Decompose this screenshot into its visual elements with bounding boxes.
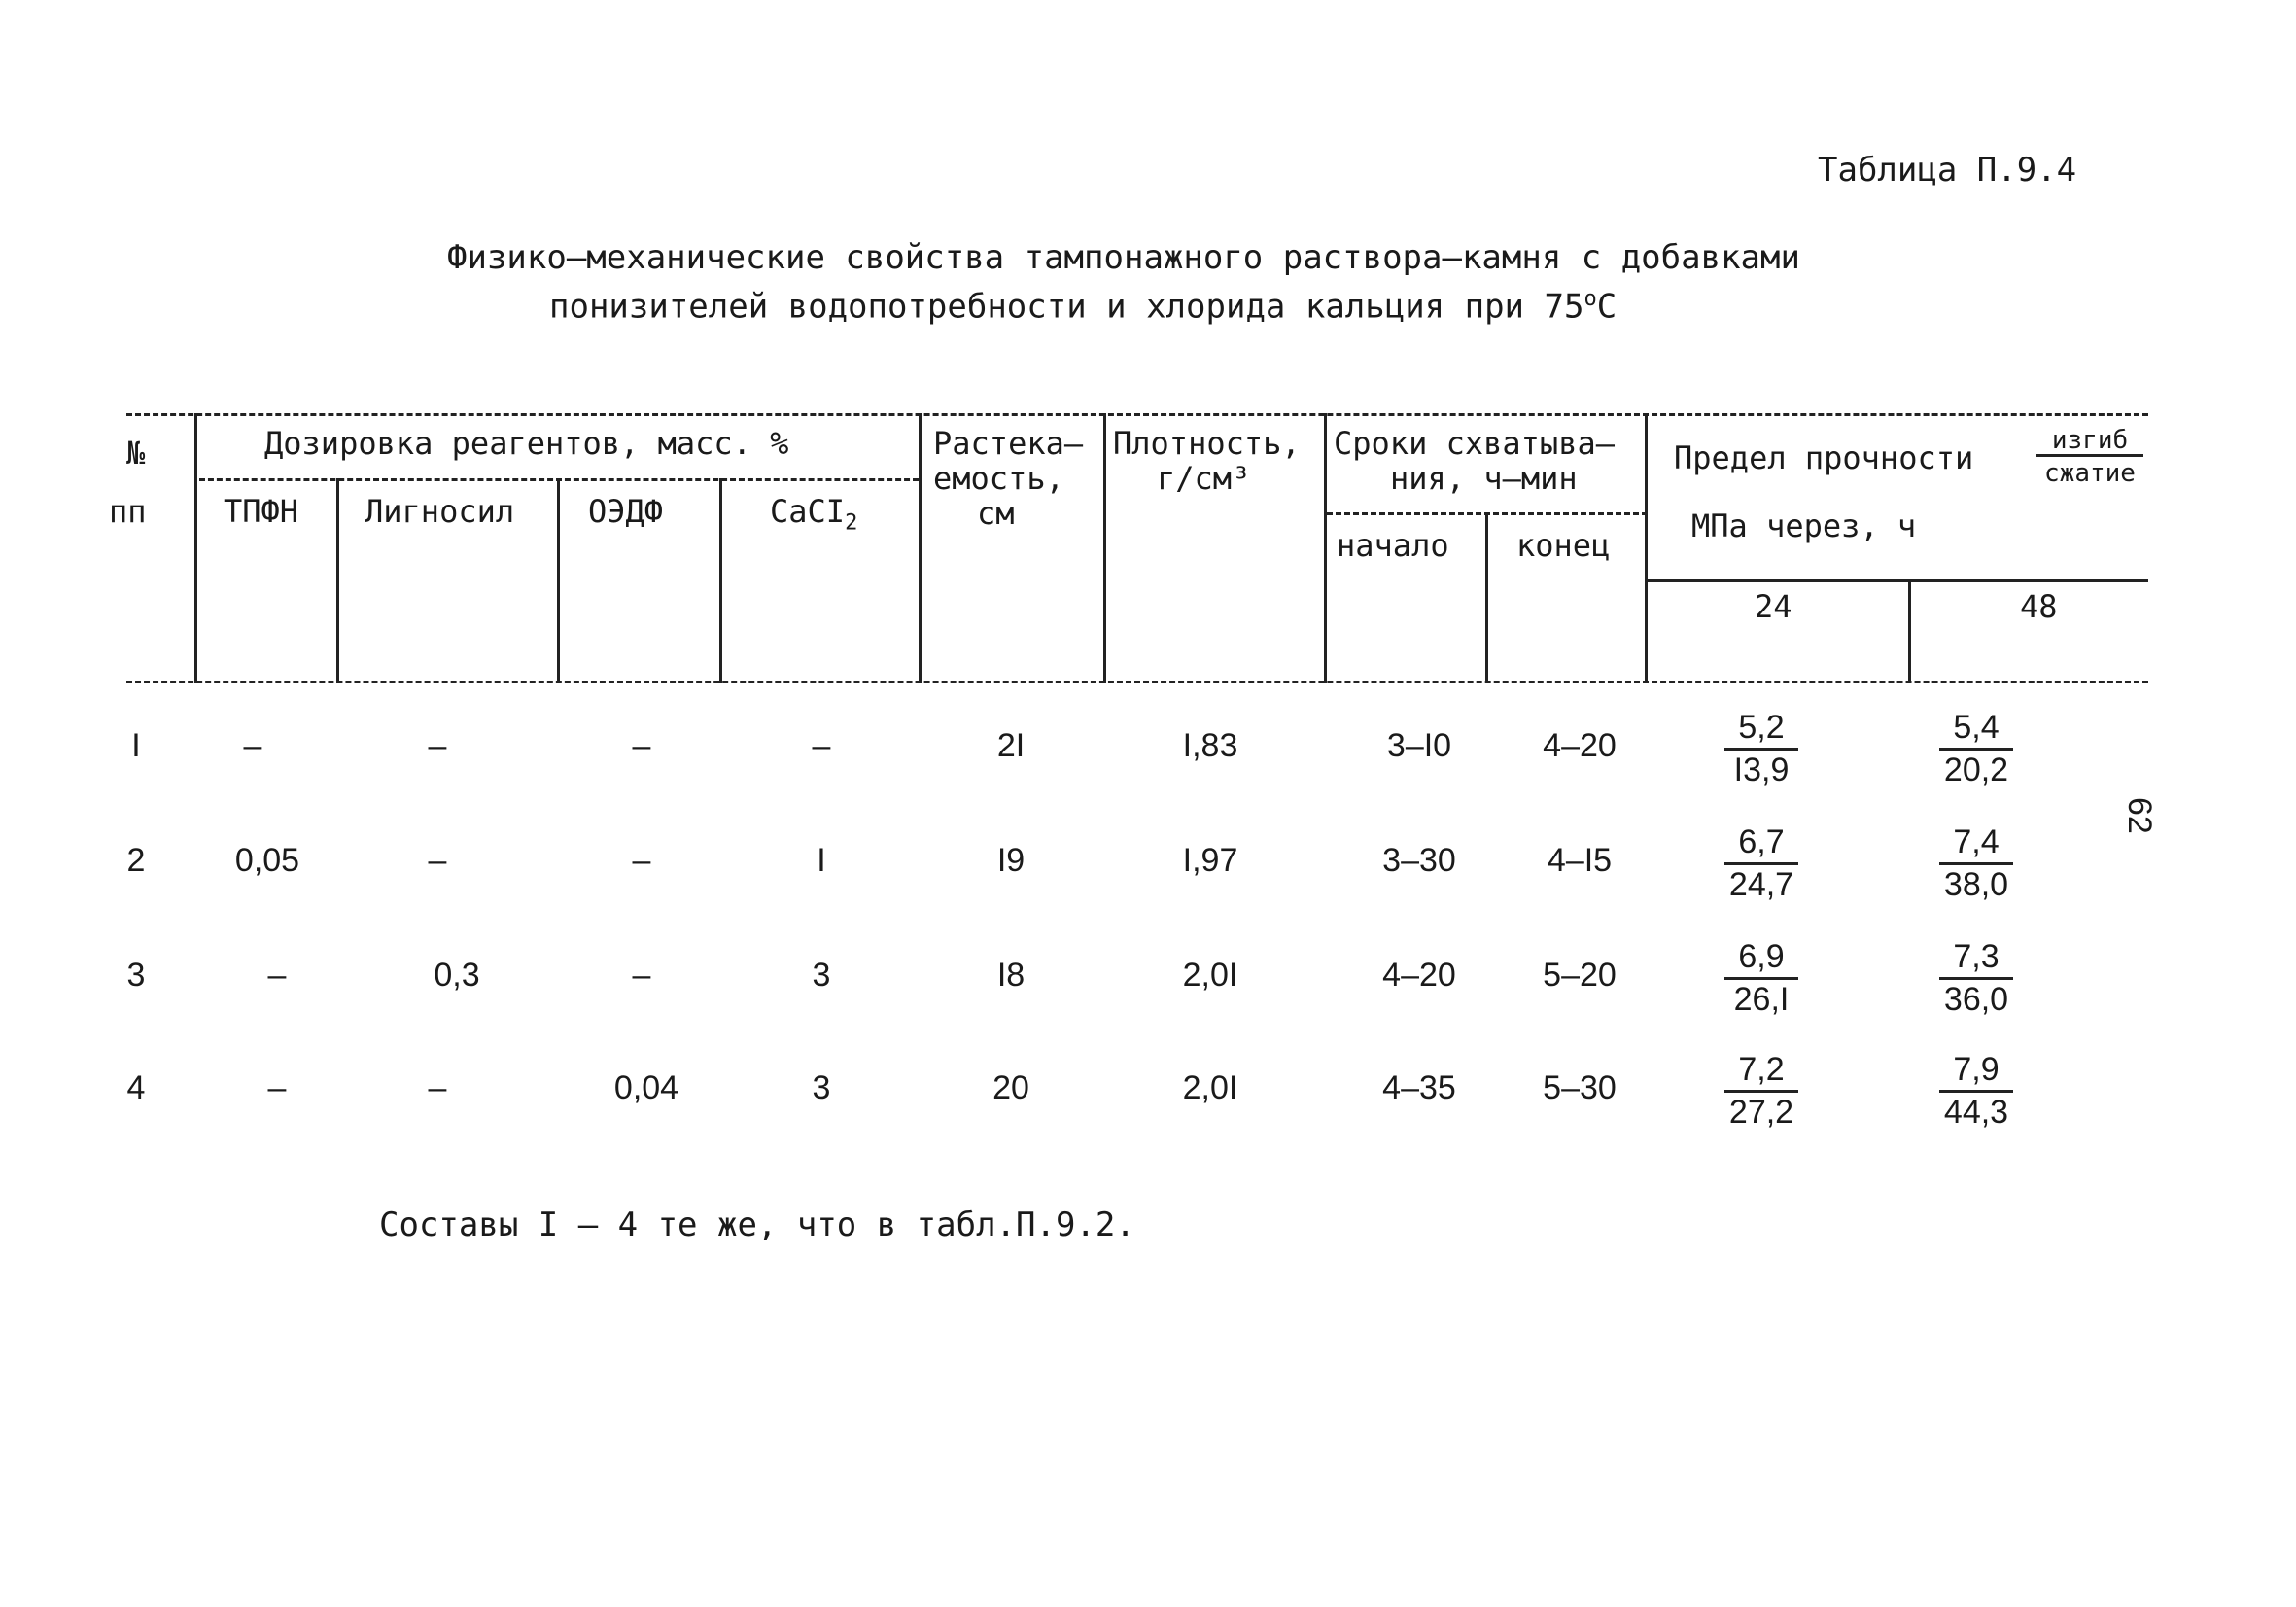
row-2-ozdf: – — [632, 842, 651, 879]
row-3-setting-end: 5–20 — [1543, 957, 1617, 994]
row-2-cacl: I — [817, 842, 826, 879]
row-1-strength-24: $\frac{5,2}{I3,9}$ — [1703, 710, 1820, 789]
header-tpfn: ТПФН — [224, 493, 299, 530]
header-density-2: г/см³ — [1157, 460, 1251, 497]
strength-subheader-line — [1648, 579, 2148, 582]
divider-col-1 — [194, 413, 197, 683]
header-number-pp: пп — [109, 493, 147, 530]
divider-col-4 — [719, 478, 722, 683]
header-spread-2: емость, — [933, 460, 1064, 497]
header-strength-2: МПа через, ч — [1691, 507, 1917, 544]
row-2-strength-48: $\frac{7,4}{38,0}$ — [1918, 824, 2035, 904]
row-1-ozdf: – — [632, 727, 651, 764]
row-3-strength-48: $\frac{7,3}{36,0}$ — [1918, 939, 2035, 1019]
row-4-setting-start: 4–35 — [1382, 1069, 1456, 1106]
header-hours-48: 48 — [2020, 588, 2058, 625]
table-top-border — [126, 413, 2148, 416]
header-strength-1: Предел прочности — [1674, 439, 1974, 476]
row-4-cacl: 3 — [812, 1069, 831, 1106]
row-2-number: 2 — [126, 842, 146, 879]
row-4-tpfn: – — [267, 1069, 287, 1106]
divider-col-6 — [1103, 413, 1106, 683]
header-setting-1: Сроки схватыва– — [1334, 425, 1615, 462]
row-1-tpfn: – — [243, 727, 262, 764]
header-lignosil: Лигносил — [365, 493, 515, 530]
table-number: Таблица П.9.4 — [1818, 151, 2077, 190]
divider-col-5 — [919, 413, 922, 683]
row-1-lignosil: – — [428, 727, 447, 764]
row-1-number: I — [131, 727, 141, 764]
row-3-strength-24: $\frac{6,9}{26,I}$ — [1703, 939, 1820, 1019]
table-footnote: Составы I – 4 те же, что в табл.П.9.2. — [379, 1205, 1135, 1244]
header-setting-2: ния, ч–мин — [1390, 460, 1578, 497]
header-dosage: Дозировка реагентов, масс. % — [264, 425, 789, 462]
header-density-1: Плотность, — [1113, 425, 1301, 462]
row-1-spread: 2I — [996, 727, 1026, 764]
row-1-strength-48: $\frac{5,4}{20,2}$ — [1918, 710, 2035, 789]
header-ozdf: ОЭДФ — [588, 493, 664, 530]
divider-col-10 — [1908, 579, 1911, 683]
row-4-number: 4 — [126, 1069, 146, 1106]
divider-col-3 — [557, 478, 560, 683]
row-2-strength-24: $\frac{6,7}{24,7}$ — [1703, 824, 1820, 904]
header-spread-1: Растека– — [933, 425, 1084, 462]
header-strength-compression: сжатие — [2044, 459, 2136, 488]
row-3-cacl: 3 — [812, 957, 831, 994]
row-3-setting-start: 4–20 — [1382, 957, 1456, 994]
divider-col-2 — [336, 478, 339, 683]
row-1-cacl: – — [812, 727, 831, 764]
row-4-lignosil: – — [428, 1069, 447, 1106]
header-cacl: CaCI$_2$ — [770, 493, 858, 536]
row-2-density: I,97 — [1182, 842, 1238, 879]
header-number: № — [126, 435, 146, 472]
row-1-setting-start: 3–I0 — [1386, 727, 1452, 764]
row-2-tpfn: 0,05 — [234, 842, 300, 879]
divider-col-9 — [1645, 413, 1648, 683]
row-4-density: 2,0I — [1182, 1069, 1238, 1106]
row-4-ozdf: 0,04 — [613, 1069, 679, 1106]
row-3-density: 2,0I — [1182, 957, 1238, 994]
row-3-ozdf: – — [632, 957, 651, 994]
table-title-line-2: понизителей водопотребности и хлорида кальция при $75^оС$ — [549, 287, 1618, 327]
row-3-lignosil: 0,3 — [434, 957, 480, 994]
divider-col-7 — [1324, 413, 1327, 683]
row-2-setting-end: 4–I5 — [1547, 842, 1613, 879]
row-2-spread: I9 — [996, 842, 1026, 879]
row-4-setting-end: 5–30 — [1543, 1069, 1617, 1106]
row-1-setting-end: 4–20 — [1543, 727, 1617, 764]
header-hours-24: 24 — [1755, 588, 1792, 625]
row-4-strength-48: $\frac{7,9}{44,3}$ — [1918, 1052, 2035, 1132]
row-3-number: 3 — [126, 957, 146, 994]
header-setting-end: конец — [1516, 527, 1611, 564]
page-number: 62 — [2121, 797, 2158, 834]
header-strength-bending: изгиб — [2036, 428, 2143, 457]
row-3-tpfn: – — [267, 957, 287, 994]
row-2-lignosil: – — [428, 842, 447, 879]
row-1-density: I,83 — [1182, 727, 1238, 764]
row-2-setting-start: 3–30 — [1382, 842, 1456, 879]
divider-col-8 — [1485, 512, 1488, 683]
header-spread-3: см — [977, 495, 1015, 532]
row-4-strength-24: $\frac{7,2}{27,2}$ — [1703, 1052, 1820, 1132]
row-3-spread: I8 — [996, 957, 1026, 994]
row-4-spread: 20 — [992, 1069, 1029, 1106]
table-title-line-1: Физико–механические свойства тампонажного раствора–камня с добавками — [447, 238, 1800, 277]
header-bottom-border — [126, 681, 2148, 683]
header-setting-start: начало — [1337, 527, 1449, 564]
